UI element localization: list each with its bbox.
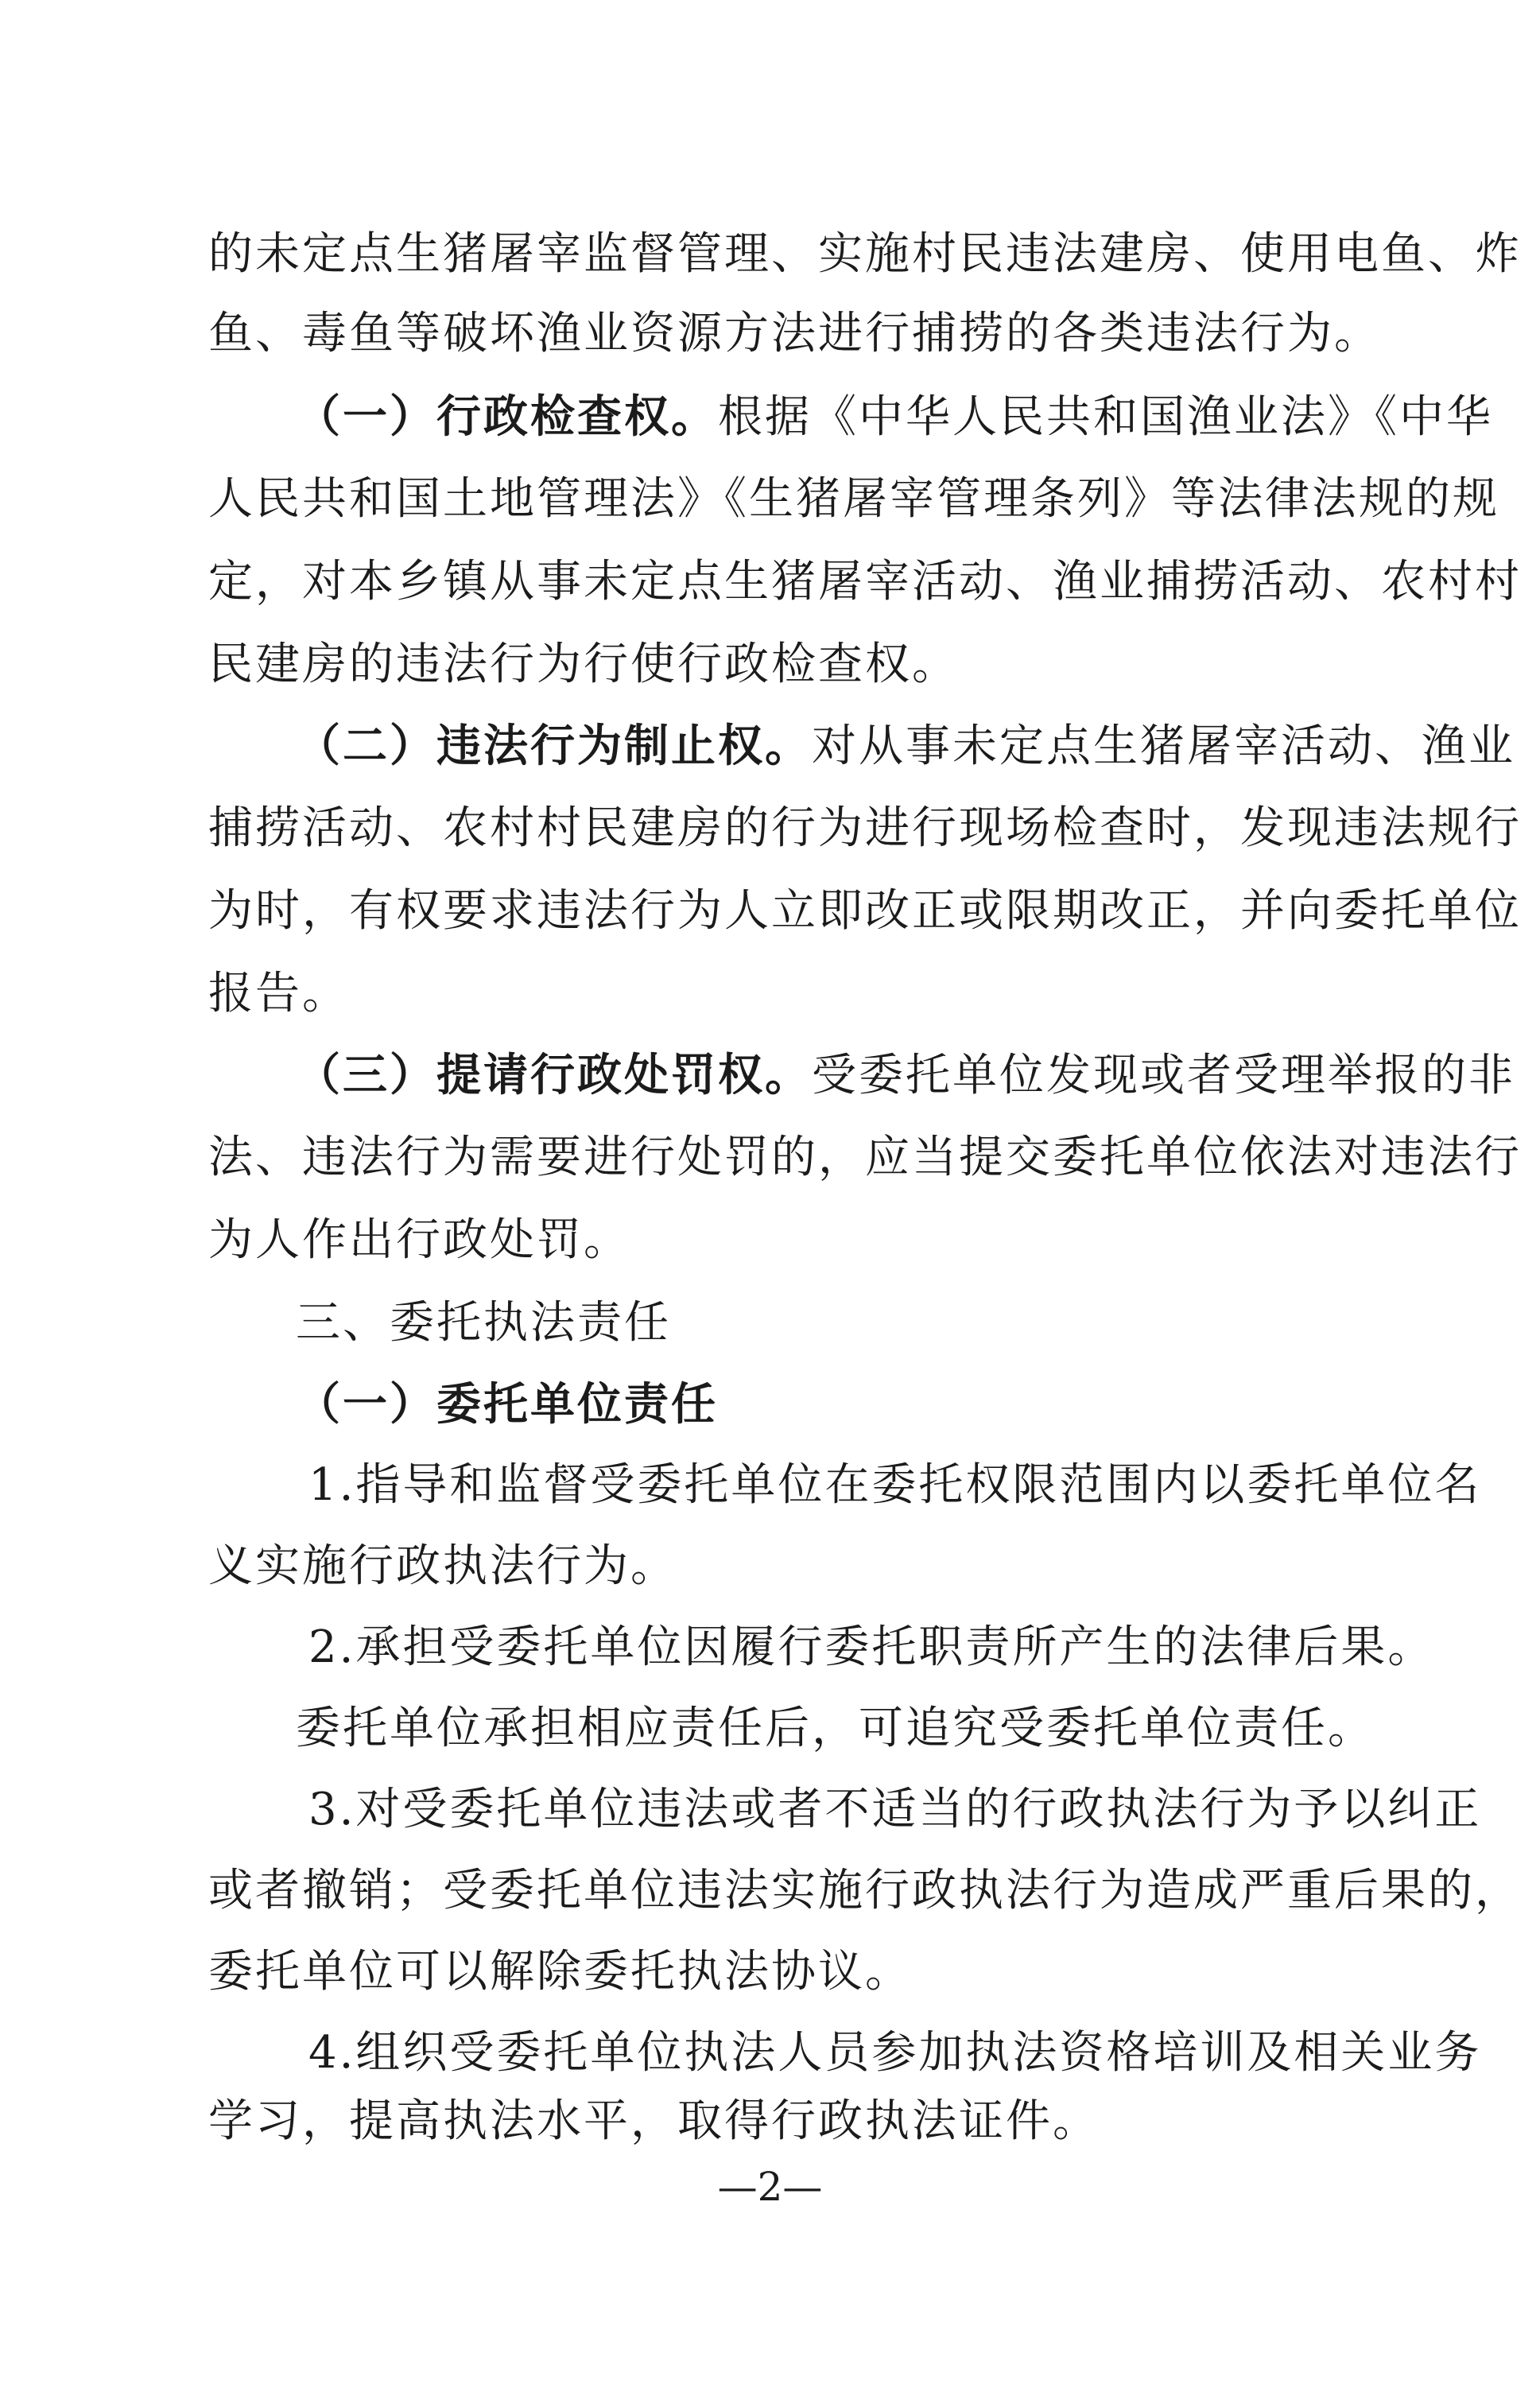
subheading-unit-duty bbox=[296, 1365, 1464, 1445]
heading-text-stop: 对从事未定点生猪屠宰活动、渔业 bbox=[812, 720, 1515, 772]
subheading-bold: （一）委托单位责任 bbox=[296, 1378, 718, 1431]
section-heading-penalty bbox=[296, 1035, 1515, 1116]
paragraph-line: 或者撤销；受委托单位违法实施行政执法行为造成严重后果的， bbox=[208, 1865, 1522, 1916]
heading-bold-inspection: （一）行政检查权。 bbox=[296, 390, 718, 443]
paragraph-line: 定，对本乡镇从事未定点生猪屠宰活动、渔业捕捞活动、农村村 bbox=[208, 556, 1522, 608]
paragraph-line: 报告。 bbox=[208, 968, 349, 1019]
paragraph-line: 捕捞活动、农村村民建房的行为进行现场检查时，发现违法规行 bbox=[208, 802, 1522, 854]
paragraph-line: 义实施行政执法行为。 bbox=[208, 1540, 677, 1592]
paragraph-line: 为时，有权要求违法行为人立即改正或限期改正，并向委托单位 bbox=[208, 885, 1522, 937]
list-item-2: 2.承担受委托单位因履行委托职责所产生的法律后果。 bbox=[308, 1621, 1435, 1673]
paragraph-line: 法、违法行为需要进行处罚的，应当提交委托单位依法对违法行 bbox=[208, 1132, 1522, 1183]
heading-text-inspection: 根据《中华人民共和国渔业法》《中华 bbox=[718, 391, 1493, 443]
paragraph-line: 鱼、毒鱼等破坏渔业资源方法进行捕捞的各类违法行为。 bbox=[208, 308, 1381, 359]
paragraph-line: 人民共和国土地管理法》《生猪屠宰管理条列》等法律法规的规 bbox=[208, 473, 1499, 525]
section-heading-stop bbox=[296, 706, 1515, 786]
section-heading-inspection bbox=[296, 377, 1493, 457]
paragraph-line: 委托单位承担相应责任后，可追究受委托单位责任。 bbox=[296, 1703, 1375, 1754]
paragraph-line: 学习，提高执法水平，取得行政执法证件。 bbox=[208, 2095, 1100, 2147]
paragraph-line: 委托单位可以解除委托执法协议。 bbox=[208, 1946, 912, 1998]
heading-text-penalty: 受委托单位发现或者受理举报的非 bbox=[812, 1050, 1515, 1101]
chapter-heading: 三、委托执法责任 bbox=[296, 1297, 671, 1349]
paragraph-line: 的未定点生猪屠宰监督管理、实施村民违法建房、使用电鱼、炸 bbox=[208, 228, 1522, 280]
page-number: —2— bbox=[717, 2164, 823, 2210]
heading-bold-stop: （二）违法行为制止权。 bbox=[296, 720, 812, 772]
paragraph-line: 民建房的违法行为行使行政检查权。 bbox=[208, 639, 959, 690]
heading-bold-penalty: （三）提请行政处罚权。 bbox=[296, 1049, 812, 1101]
list-item-3: 3.对受委托单位违法或者不适当的行政执法行为予以纠正 bbox=[308, 1784, 1482, 1835]
list-item-1: 1.指导和监督受委托单位在委托权限范围内以委托单位名 bbox=[308, 1459, 1482, 1511]
list-item-4: 4.组织受委托单位执法人员参加执法资格培训及相关业务 bbox=[308, 2027, 1482, 2079]
paragraph-line: 为人作出行政处罚。 bbox=[208, 1214, 630, 1266]
